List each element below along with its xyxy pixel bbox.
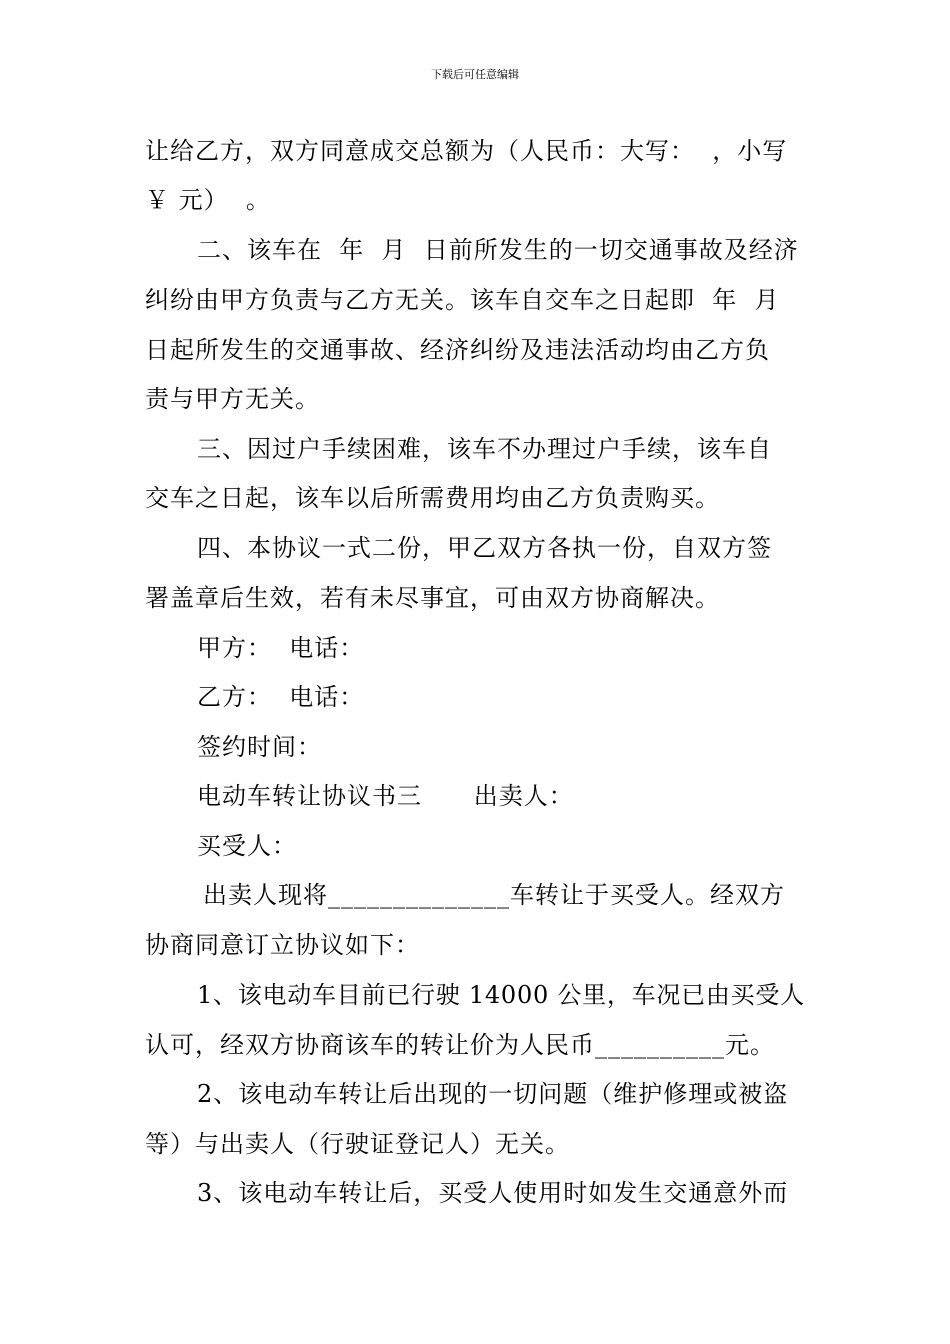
text-line: 交车之日起，该车以后所需费用均由乙方负责购买。 [145, 484, 720, 512]
text-line: 甲方： 电话： [197, 634, 365, 662]
text-line: 买受人： [197, 832, 297, 860]
text-line: 电动车转让协议书三 出卖人： [197, 782, 574, 810]
text-line: 出卖人现将______________车转让于买受人。经双方 [203, 881, 785, 909]
text-line: 四、本协议一式二份，甲乙双方各执一份，自双方签 [197, 534, 772, 562]
text-line: 纠纷由甲方负责与乙方无关。该车自交车之日起即 年 月 [145, 286, 780, 314]
text-line: 署盖章后生效，若有未尽事宜，可由双方协商解决。 [145, 584, 720, 612]
text-line: 二、该车在 年 月 日前所发生的一切交通事故及经济 [197, 236, 799, 264]
text-line: ￥ 元） 。 [145, 186, 271, 214]
text-line: 协商同意订立协议如下： [145, 931, 420, 959]
text-line: 2、该电动车转让后出现的一切问题（维护修理或被盗 [197, 1080, 789, 1108]
page-header: 下载后可任意编辑 [431, 68, 519, 81]
text-line: 乙方： 电话： [197, 683, 365, 711]
text-line: 1、该电动车目前已行驶 14000 公里，车况已由买受人 [197, 981, 805, 1009]
text-line: 日起所发生的交通事故、经济纠纷及违法活动均由乙方负 [145, 336, 770, 364]
text-line: 等）与出卖人（行驶证登记人）无关。 [145, 1130, 570, 1158]
text-line: 让给乙方，双方同意成交总额为（人民币：大写： ，小写 [145, 137, 788, 165]
text-line: 三、因过户手续困难，该车不办理过户手续，该车自 [197, 435, 772, 463]
text-line: 认可，经双方协商该车的转让价为人民币__________元。 [145, 1031, 775, 1059]
text-line: 责与甲方无关。 [145, 385, 320, 413]
text-line: 3、该电动车转让后，买受人使用时如发生交通意外而 [197, 1179, 789, 1207]
text-line: 签约时间： [197, 733, 322, 761]
